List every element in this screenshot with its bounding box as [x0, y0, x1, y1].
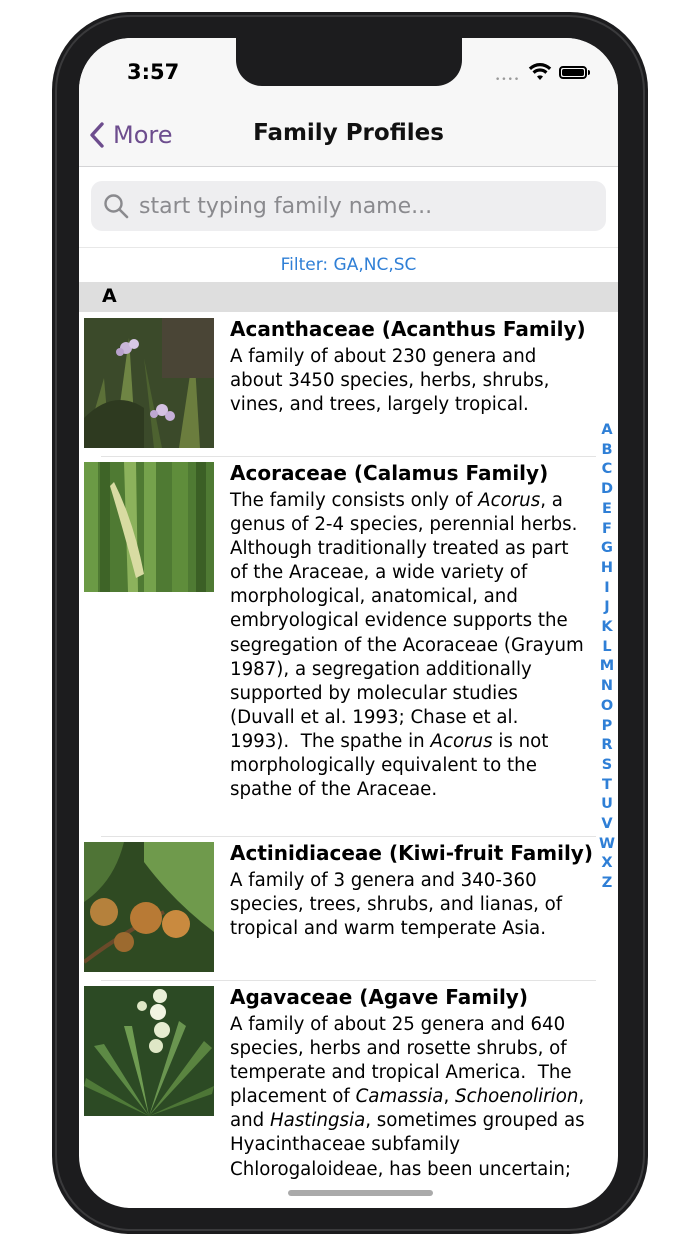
- index-letter-h[interactable]: H: [600, 559, 614, 576]
- index-letter-r[interactable]: R: [601, 737, 613, 754]
- index-letter-i[interactable]: I: [604, 579, 610, 596]
- index-letter-b[interactable]: B: [601, 441, 613, 458]
- family-photo-acanthaceae: [84, 318, 214, 448]
- battery-icon: [559, 66, 587, 79]
- device-notch: [236, 38, 462, 86]
- section-header: [79, 282, 618, 312]
- index-letter-s[interactable]: S: [601, 756, 613, 773]
- index-letter-k[interactable]: K: [601, 619, 613, 636]
- home-indicator[interactable]: [288, 1190, 433, 1196]
- index-letter-j[interactable]: J: [604, 599, 610, 616]
- family-description: The family consists only of Acorus, a genus of 2-4 species, perennial herbs. Although traditionally treated as part of the Araceae, a wide variety of morphological, anatomical, and embryological evidence supports the segregation of the Acoraceae (Grayum 1987), a segregation additionally supported by molecular studies (Duvall et al. 1993; Chase et al. 1993). The spathe in Acorus is not morphologically equivalent to the spathe of the Araceae.: [230, 490, 584, 801]
- list-item[interactable]: [79, 313, 599, 456]
- index-letter-p[interactable]: P: [601, 717, 613, 734]
- back-button-label: More: [113, 121, 173, 149]
- index-letter-m[interactable]: M: [599, 658, 615, 675]
- index-letter-c[interactable]: C: [601, 461, 613, 478]
- section-index-bar[interactable]: [596, 421, 618, 894]
- page-title: Family Profiles: [253, 120, 444, 146]
- search-input[interactable]: [137, 193, 581, 220]
- index-letter-z[interactable]: Z: [601, 875, 613, 892]
- family-title: Actinidiaceae (Kiwi-fruit Family): [230, 841, 593, 865]
- family-description: A family of about 230 genera and about 3450 species, herbs, shrubs, vines, and trees, largely tropical.: [230, 346, 550, 416]
- cellular-signal-icon: ••••: [495, 75, 521, 85]
- index-letter-d[interactable]: D: [600, 481, 614, 498]
- index-letter-v[interactable]: V: [601, 816, 613, 833]
- index-letter-f[interactable]: F: [602, 520, 612, 537]
- filter-row: [79, 247, 618, 282]
- family-description: A family of 3 genera and 340-360 species, trees, shrubs, and lianas, of tropical and warm temperate Asia.: [230, 870, 563, 940]
- index-letter-g[interactable]: G: [601, 540, 613, 557]
- index-letter-a[interactable]: A: [601, 422, 613, 438]
- index-letter-n[interactable]: N: [600, 678, 614, 695]
- list-item[interactable]: [79, 837, 599, 980]
- index-letter-e[interactable]: E: [602, 500, 612, 517]
- family-description: A family of about 25 genera and 640 species, herbs and rosette shrubs, of temperate and tropical America. The placement of Camassia, Schoenolirion, and Hastingsia, sometimes grouped as Hyacinthaceae subfamily Chlorogaloideae, has been uncertain;: [230, 1014, 585, 1180]
- family-title: Acanthaceae (Acanthus Family): [230, 317, 586, 341]
- list-item[interactable]: [79, 981, 599, 1208]
- status-time: 3:57: [127, 60, 180, 84]
- family-photo-actinidiaceae: [84, 842, 214, 972]
- search-icon: [103, 193, 129, 219]
- family-title: Agavaceae (Agave Family): [230, 985, 528, 1009]
- index-letter-o[interactable]: O: [600, 697, 614, 714]
- index-letter-l[interactable]: L: [602, 638, 612, 655]
- index-letter-w[interactable]: W: [599, 835, 615, 852]
- screen: [79, 38, 618, 1208]
- index-letter-u[interactable]: U: [601, 796, 613, 813]
- search-bar: [79, 167, 618, 246]
- family-title: Acoraceae (Calamus Family): [230, 461, 549, 485]
- section-header-letter: A: [102, 285, 117, 307]
- search-field-container[interactable]: [91, 181, 606, 231]
- list-item[interactable]: [79, 457, 599, 837]
- wifi-icon: [528, 62, 552, 82]
- family-photo-agavaceae: [84, 986, 214, 1116]
- index-letter-x[interactable]: X: [601, 855, 613, 872]
- family-list: [79, 313, 618, 1208]
- family-photo-acoraceae: [84, 462, 214, 592]
- index-letter-t[interactable]: T: [602, 776, 612, 793]
- filter-link[interactable]: Filter: GA,NC,SC: [280, 255, 417, 275]
